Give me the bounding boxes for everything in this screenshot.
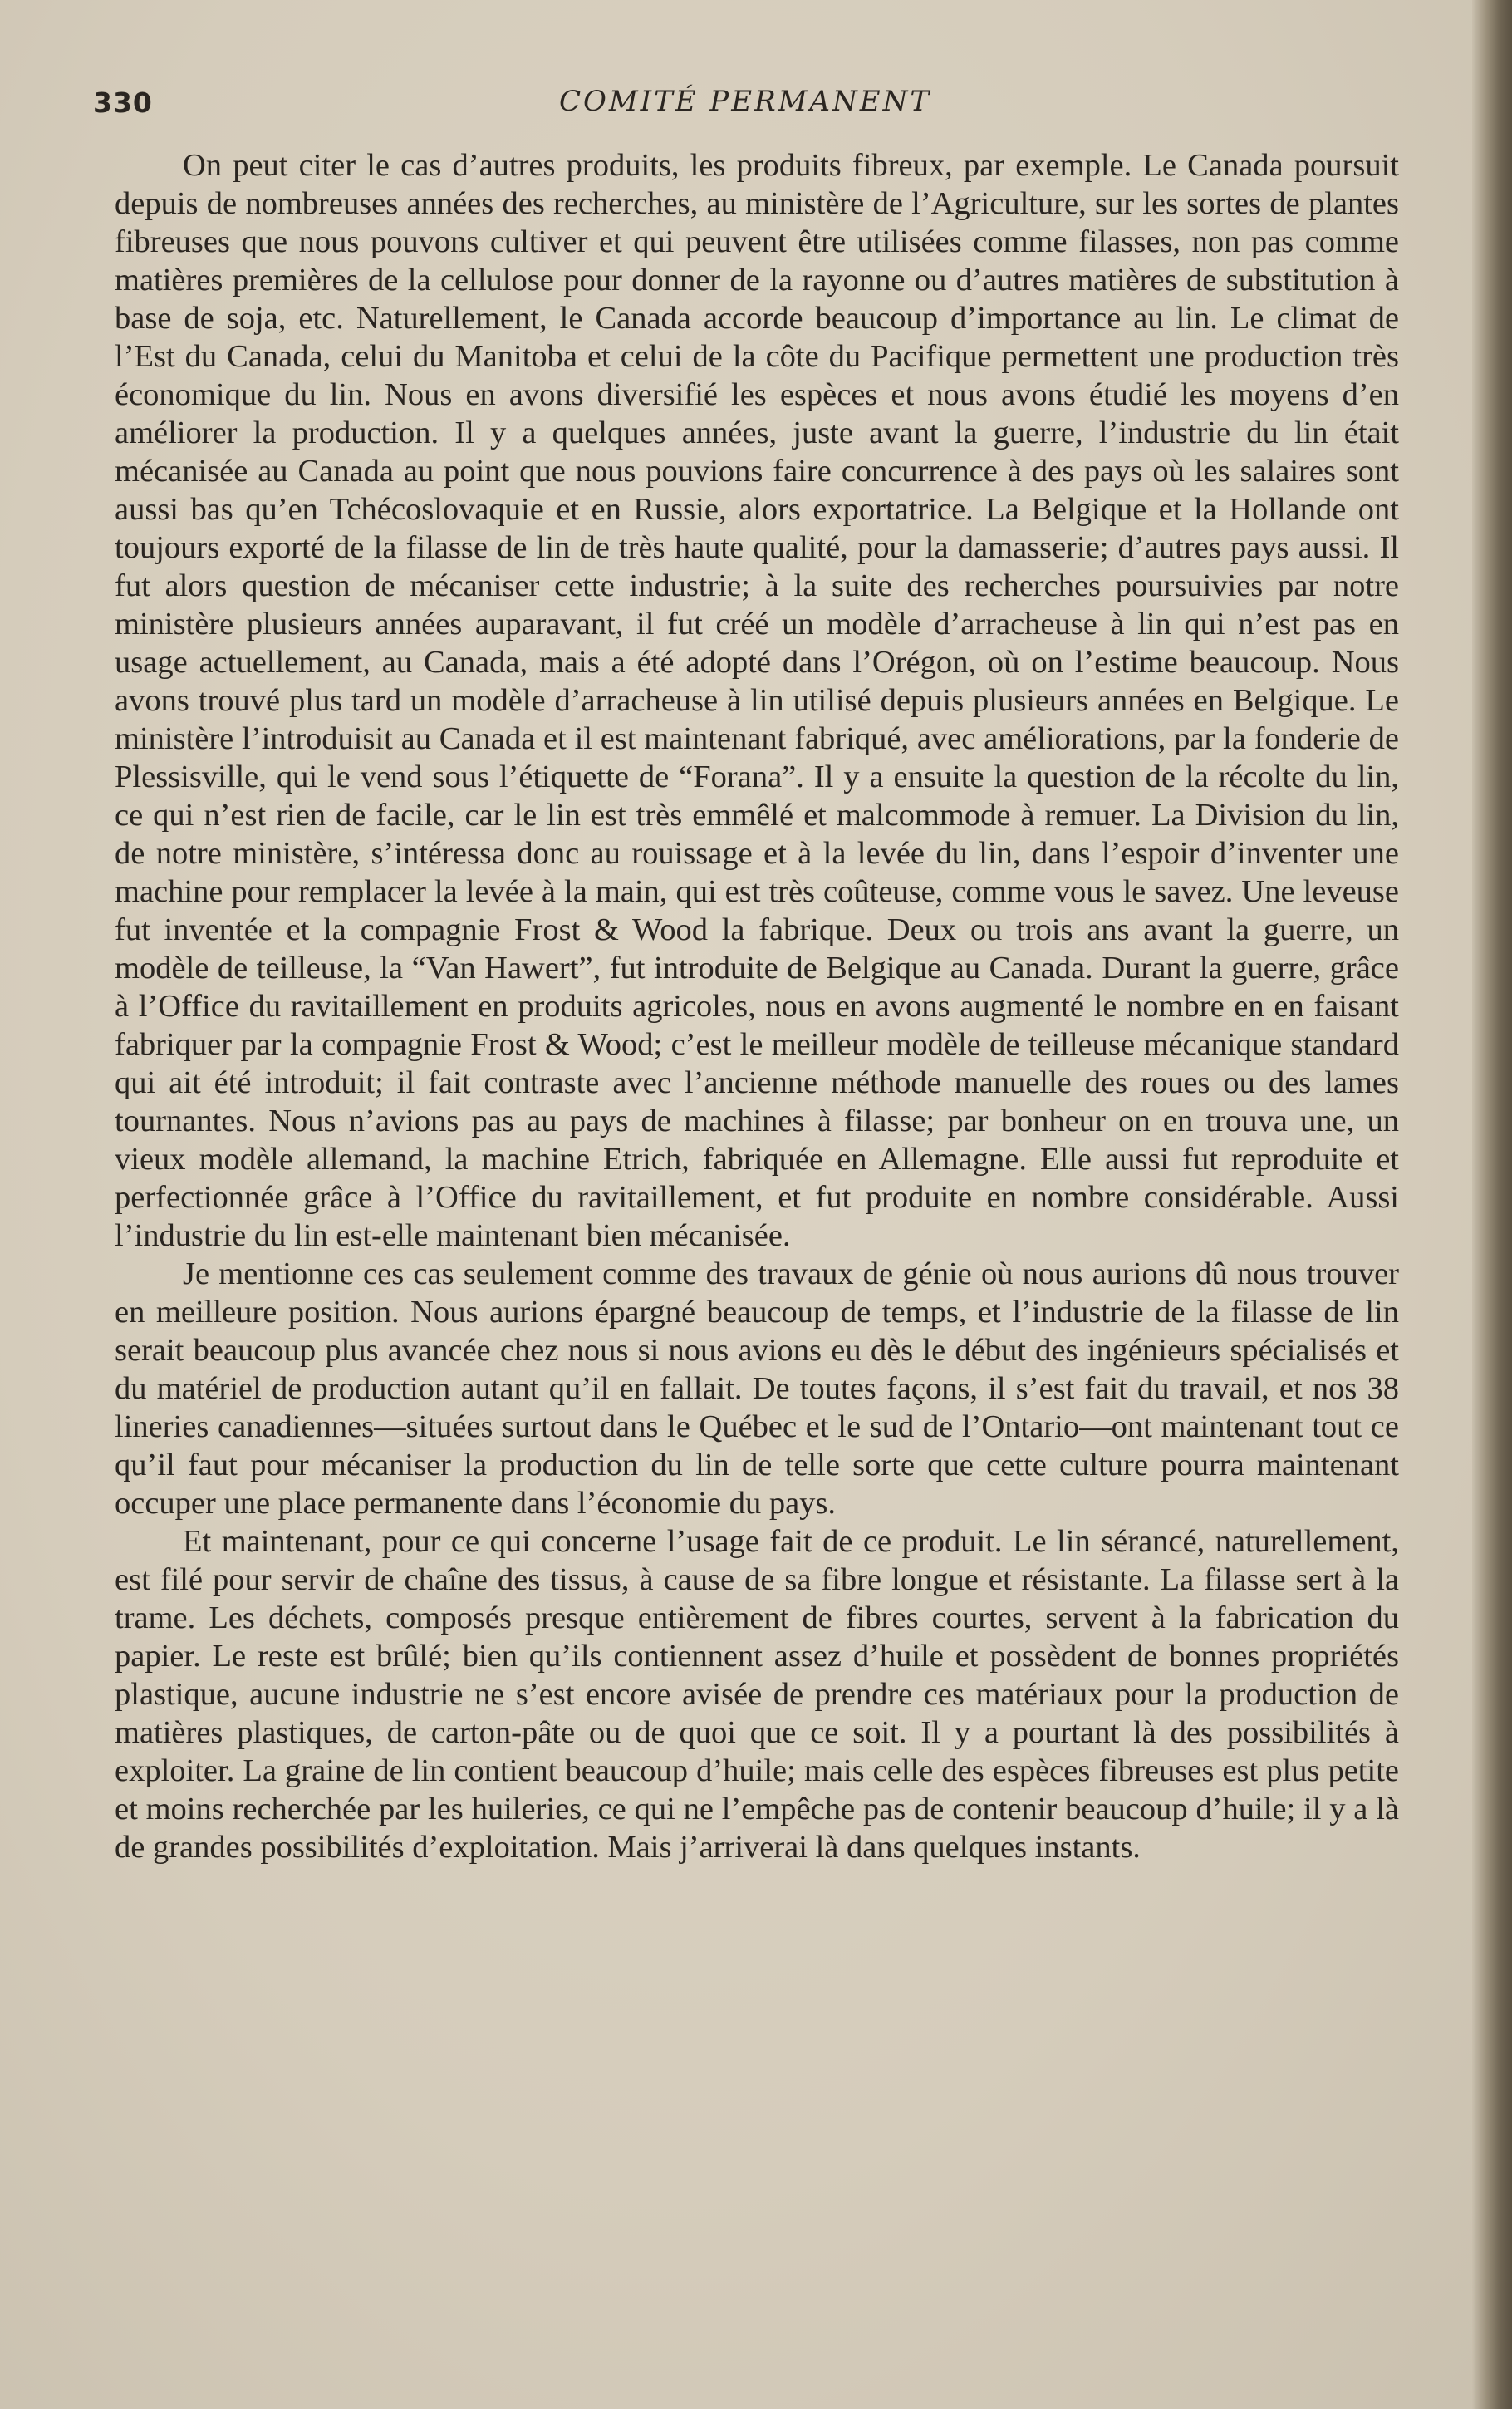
paragraph: Et maintenant, pour ce qui concerne l’usage fait de ce produit. Le lin sérancé, naturellement, est filé pour servir de chaîne des tissus, à cause de sa fibre longue et résistante. La filasse sert à la trame. Les déchets, composés presque entièrement de fibres courtes, servent à la fabrication du papier. Le reste est brûlé; bien qu’ils contiennent assez d’huile et possèdent de bonnes propriétés plastique, aucune industrie ne s’est encore avisée de prendre ces matériaux pour la production de matières plastiques, de carton-pâte ou de quoi que ce soit. Il y a pourtant là des possibilités à exploiter. La graine de lin contient beaucoup d’huile; mais celle des espèces fibreuses est plus petite et moins recherchée par les huileries, ce qui ne l’empêche pas de contenir beaucoup d’huile; il y a là de grandes possibilités d’exploitation. Mais j’arriverai là dans quelques instants. [115, 1524, 1399, 1865]
body-text [115, 146, 1399, 1866]
page-number: 330 [93, 86, 153, 119]
running-head: COMITÉ PERMANENT [558, 85, 932, 118]
paragraph: Je mentionne ces cas seulement comme des travaux de génie où nous aurions dû nous trouver en meilleure position. Nous aurions épargné beaucoup de temps, et l’industrie de la filasse de lin serait beaucoup plus avancée chez nous si nous avions eu dès le début des ingénieurs spécialisés et du matériel de production autant qu’il en fallait. De toutes façons, il s’est fait du travail, et nos 38 lineries canadiennes—situées surtout dans le Québec et le sud de l’Ontario—ont maintenant tout ce qu’il faut pour mécaniser la production du lin de telle sorte que cette culture pourra maintenant occuper une place permanente dans l’économie du pays. [115, 1256, 1399, 1521]
page-header [93, 80, 1397, 130]
page-edge-shadow [1472, 0, 1512, 2409]
paragraph: On peut citer le cas d’autres produits, les produits fibreux, par exemple. Le Canada poursuit depuis de nombreuses années des recherches, au ministère de l’Agriculture, sur les sortes de plantes fibreuses que nous pouvons cultiver et qui peuvent être utilisées comme filasses, non pas comme matières premières de la cellulose pour donner de la rayonne ou d’autres matières de substitution à base de soja, etc. Naturellement, le Canada accorde beaucoup d’importance au lin. Le climat de l’Est du Canada, celui du Manitoba et celui de la côte du Pacifique permettent une production très économique du lin. Nous en avons diversifié les espèces et nous avons étudié les moyens d’en améliorer la production. Il y a quelques années, juste avant la guerre, l’industrie du lin était mécanisée au Canada au point que nous pouvions faire concurrence à des pays où les salaires sont aussi bas qu’en Tchécoslovaquie et en Russie, alors exportatrice. La Belgique et la Hollande ont toujours exporté de la filasse de lin de très haute qualité, pour la damasserie; d’autres pays aussi. Il fut alors question de mécaniser cette industrie; à la suite des recherches poursuivies par notre ministère plusieurs années auparavant, il fut créé un modèle d’arracheuse à lin qui n’est pas en usage actuellement, au Canada, mais a été adopté dans l’Orégon, où on l’estime beaucoup. Nous avons trouvé plus tard un modèle d’arracheuse à lin utilisé depuis plusieurs années en Belgique. Le ministère l’introduisit au Canada et il est maintenant fabriqué, avec améliorations, par la fonderie de Plessisville, qui le vend sous l’étiquette de “Forana”. Il y a ensuite la question de la récolte du lin, ce qui n’est rien de facile, car le lin est très emmêlé et malcommode à remuer. La Division du lin, de notre ministère, s’intéressa donc au rouissage et à la levée du lin, dans l’espoir d’inventer une machine pour remplacer la levée à la main, qui est très coûteuse, comme vous le savez. Une leveuse fut inventée et la compagnie Frost & Wood la fabrique. Deux ou trois ans avant la guerre, un modèle de teilleuse, la “Van Hawert”, fut introduite de Belgique au Canada. Durant la guerre, grâce à l’Office du ravitaillement en produits agricoles, nous en avons augmenté le nombre en en faisant fabriquer par la compagnie Frost & Wood; c’est le meilleur modèle de teilleuse mécanique standard qui ait été introduit; il fait contraste avec l’ancienne méthode manuelle des roues ou des lames tournantes. Nous n’avions pas au pays de machines à filasse; par bonheur on en trouva une, un vieux modèle allemand, la machine Etrich, fabriquée en Allemagne. Elle aussi fut reproduite et perfectionnée grâce à l’Office du ravitaillement, et fut produite en nombre considérable. Aussi l’industrie du lin est-elle maintenant bien mécanisée. [115, 148, 1399, 1253]
